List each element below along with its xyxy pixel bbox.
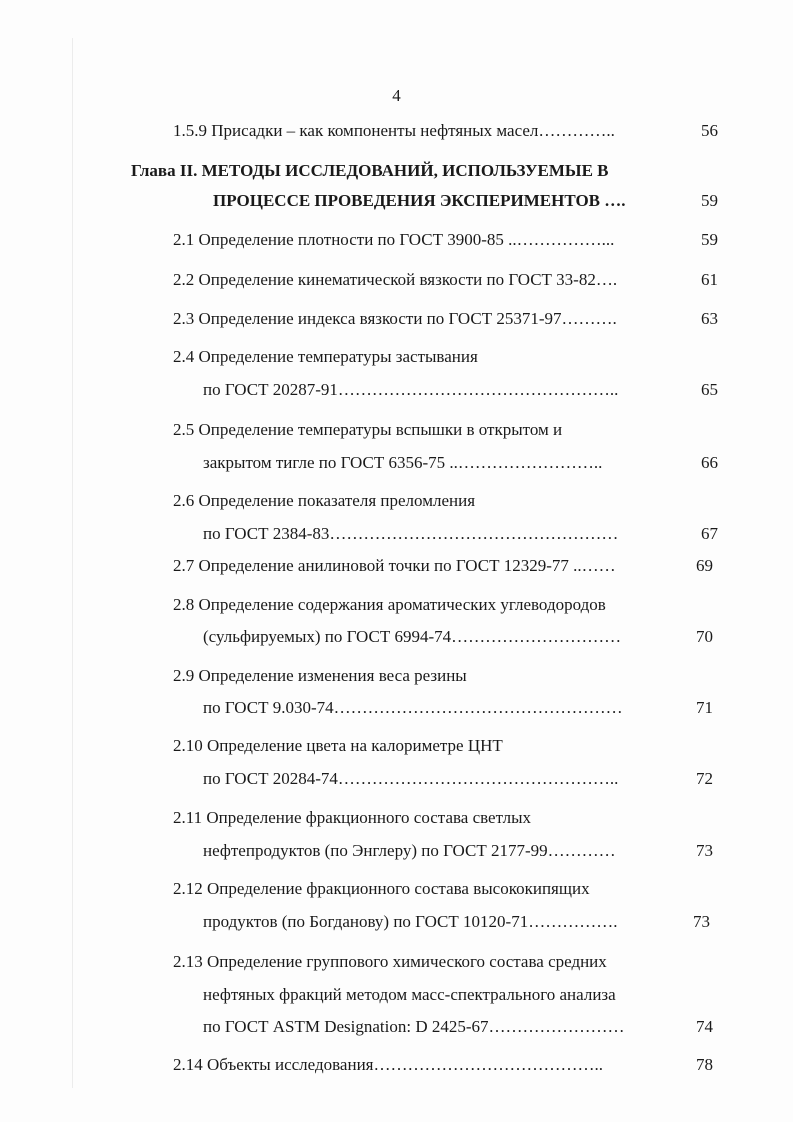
toc-entry-2-2-page: 61 xyxy=(701,270,718,289)
toc-entry-2-8-text-line1: 2.8 Определение содержания ароматических углеводородов xyxy=(173,595,606,614)
toc-entry-2-6-text-line1: 2.6 Определение показателя преломления xyxy=(173,491,476,510)
toc-entry-2-11-page: 73 xyxy=(696,841,713,860)
toc-entry-2-13-text-line2: нефтяных фракций методом масс-спектрального анализа xyxy=(203,985,616,1004)
chapter-heading-page: 59 xyxy=(701,191,718,210)
toc-entry-2-6-page: 67 xyxy=(701,524,718,543)
chapter-heading-line2: ПРОЦЕССЕ ПРОВЕДЕНИЯ ЭКСПЕРИМЕНТОВ …. xyxy=(213,191,626,210)
toc-entry-2-10-text-line1: 2.10 Определение цвета на калориметре ЦНТ xyxy=(173,736,503,755)
toc-entry-1-5-9-text: 1.5.9 Присадки – как компоненты нефтяных масел………….. xyxy=(173,121,615,140)
toc-entry-2-3-text: 2.3 Определение индекса вязкости по ГОСТ 25371-97………. xyxy=(173,309,617,328)
toc-entry-2-10-page: 72 xyxy=(696,769,713,788)
toc-entry-2-3-page: 63 xyxy=(701,309,718,328)
toc-entry-2-1-page: 59 xyxy=(701,230,718,249)
toc-entry-2-11-text-line1: 2.11 Определение фракционного состава светлых xyxy=(173,808,532,827)
toc-entry-1-5-9-page: 56 xyxy=(701,121,718,140)
toc-entry-2-9-page: 71 xyxy=(696,698,713,717)
toc-entry-2-11-text-line2: нефтепродуктов (по Энглеру) по ГОСТ 2177-99………… xyxy=(203,841,616,860)
toc-entry-2-13-text-line1: 2.13 Определение группового химического состава средних xyxy=(173,952,607,971)
toc-entry-2-12-text-line2: продуктов (по Богданову) по ГОСТ 10120-71……………. xyxy=(203,912,618,931)
toc-entry-2-7-text: 2.7 Определение анилиновой точки по ГОСТ 12329-77 ..…… xyxy=(173,556,616,575)
page-number: 4 xyxy=(392,86,401,105)
toc-entry-2-4-text-line2: по ГОСТ 20287-91………………………………………….. xyxy=(203,380,619,399)
toc-entry-2-9-text-line2: по ГОСТ 9.030-74…………………………………………… xyxy=(203,698,623,717)
toc-entry-2-10-text-line2: по ГОСТ 20284-74………………………………………….. xyxy=(203,769,619,788)
toc-entry-2-8-page: 70 xyxy=(696,627,713,646)
toc-entry-2-2-text: 2.2 Определение кинематической вязкости по ГОСТ 33-82…. xyxy=(173,270,618,289)
toc-entry-2-5-text-line2: закрытом тигле по ГОСТ 6356-75 ..…………………….. xyxy=(203,453,603,472)
toc-entry-2-5-page: 66 xyxy=(701,453,718,472)
toc-entry-2-9-text-line1: 2.9 Определение изменения веса резины xyxy=(173,666,467,685)
toc-entry-2-4-page: 65 xyxy=(701,380,718,399)
toc-entry-2-13-text-line3: по ГОСТ ASTM Designation: D 2425-67…………………… xyxy=(203,1017,625,1036)
toc-entry-2-12-text-line1: 2.12 Определение фракционного состава высококипящих xyxy=(173,879,590,898)
toc-entry-2-6-text-line2: по ГОСТ 2384-83…………………………………………… xyxy=(203,524,619,543)
toc-entry-2-14-text: 2.14 Объекты исследования………………………………….. xyxy=(173,1055,603,1074)
toc-entry-2-8-text-line2: (сульфируемых) по ГОСТ 6994-74………………………… xyxy=(203,627,622,646)
toc-entry-2-5-text-line1: 2.5 Определение температуры вспышки в открытом и xyxy=(173,420,563,439)
page-margin-line xyxy=(72,38,73,1088)
chapter-heading-line1: Глава II. МЕТОДЫ ИССЛЕДОВАНИЙ, ИСПОЛЬЗУЕМЫЕ В xyxy=(131,161,609,180)
toc-entry-2-4-text-line1: 2.4 Определение температуры застывания xyxy=(173,347,478,366)
toc-entry-2-7-page: 69 xyxy=(696,556,713,575)
toc-entry-2-14-page: 78 xyxy=(696,1055,713,1074)
toc-entry-2-12-page: 73 xyxy=(693,912,710,931)
toc-entry-2-1-text: 2.1 Определение плотности по ГОСТ 3900-85 ..……………... xyxy=(173,230,615,249)
toc-entry-2-13-page: 74 xyxy=(696,1017,713,1036)
